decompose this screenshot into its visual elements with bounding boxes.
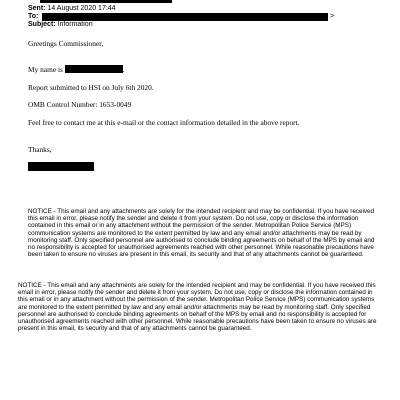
redacted-signature <box>28 162 94 171</box>
to-label: To: <box>28 13 39 20</box>
to-trailing: > <box>330 13 335 20</box>
notice-outer: NOTICE - This email and any attachments are solely for the intended recipient and may be confidential. If you have received this email in error, please notify the sender and delete it from your system. Do not use, copy or disclose the information contained in this email or in any attachment without the permission of the sender. Metropolitan Police Service (MPS) communication systems are monitored to the extent permitted by law and any email and/or attachments may be read by monitoring staff. Only specified personnel are authorised to conclude binding agreements on behalf of the MPS by email and no responsibility is accepted for unauthorised agreements reached with other personnel. While reasonable precautions have been taken to ensure no viruses are present in this email, its security and that of any attachments cannot be guaranteed. <box>18 282 377 333</box>
omb-line: OMB Control Number: 1653-0049 <box>28 100 132 109</box>
name-prefix: My name is <box>28 65 63 74</box>
redacted-recipient <box>42 13 328 21</box>
subject-value: Information <box>57 21 93 28</box>
notice-inner: NOTICE - This email and any attachments are solely for the intended recipient and may be confidential. If you have received this email in error, please notify the sender and delete it from your system. Do not use, copy or disclose the information contained in this email or in any attachment without the permission of the sender. Metropolitan Police Service (MPS) communication systems are monitored to the extent permitted by law and any email and/or attachments may be read by monitoring staff. Only specified personnel are authorised to conclude binding agreements on behalf of the MPS by email and no responsibility is accepted for unauthorised agreements reached with other personnel. While reasonable precautions have been taken to ensure no viruses are present in this email, its security and that of any attachments cannot be guaranteed. <box>28 208 375 259</box>
sent-row <box>28 5 368 13</box>
greeting: Greetings Commissioner, <box>28 39 104 48</box>
redacted-name <box>65 65 123 73</box>
contact-line: Feel free to contact me at this e-mail or the contact information detailed in the above report. <box>28 118 300 127</box>
redacted-from <box>40 0 172 3</box>
name-line <box>28 65 358 74</box>
sent-label: Sent: <box>28 5 46 12</box>
subject-label: Subject: <box>28 21 56 28</box>
subject-row <box>28 21 368 29</box>
name-suffix: . <box>122 65 125 74</box>
sent-value: 14 August 2020 17:44 <box>47 5 116 12</box>
report-line: Report submitted to HSI on July 6th 2020. <box>28 83 154 92</box>
signoff: Thanks, <box>28 145 52 154</box>
